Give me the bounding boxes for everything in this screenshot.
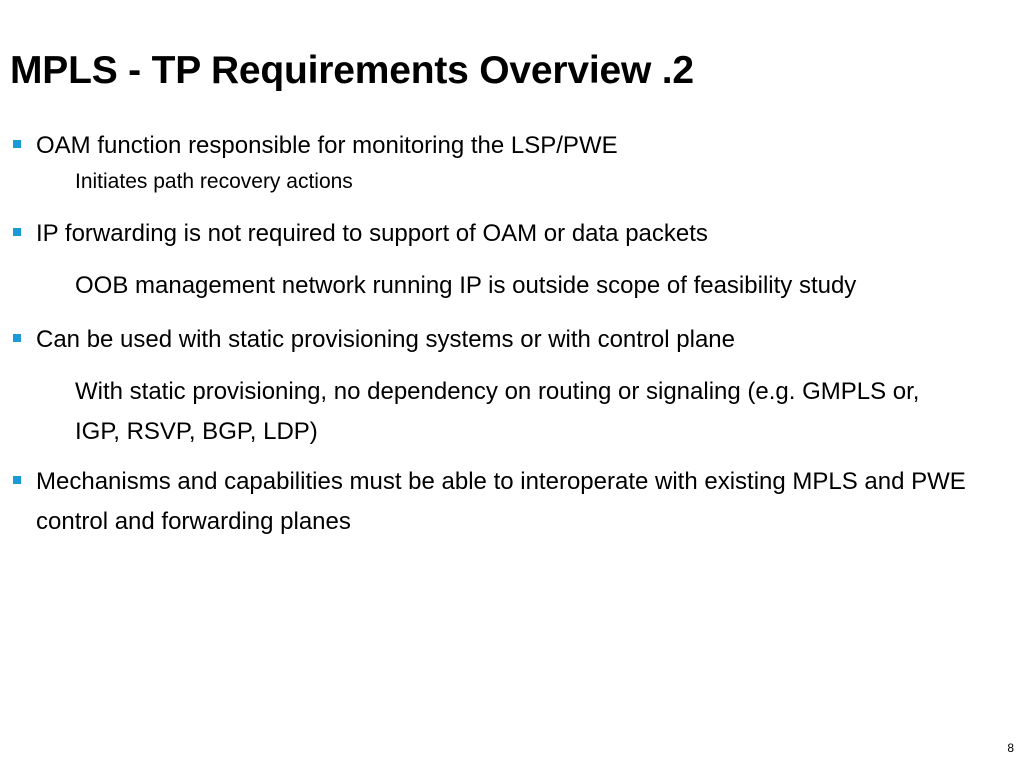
bullet-item-3 xyxy=(12,320,1020,452)
bullet-text: OAM function responsible for monitoring the LSP/PWE xyxy=(36,132,618,159)
bullet-marker xyxy=(13,476,21,484)
bullet-marker xyxy=(13,140,21,148)
bullet-marker xyxy=(13,228,21,236)
sub-bullet-text: OOB management network running IP is outside scope of feasibility study xyxy=(75,272,857,299)
bullet-text: IP forwarding is not required to support of OAM or data packets xyxy=(36,220,708,247)
bullet-list xyxy=(12,126,1020,542)
page-number: 8 xyxy=(1007,741,1014,755)
slide-title: MPLS - TP Requirements Overview .2 xyxy=(10,49,694,92)
sub-bullet-text: With static provisioning, no dependency on routing or signaling (e.g. GMPLS or, IGP, RSVP, BGP, LDP) xyxy=(75,378,920,445)
bullet-item-4 xyxy=(12,462,1020,542)
bullet-marker xyxy=(13,334,21,342)
bullet-text: Mechanisms and capabilities must be able to interoperate with existing MPLS and PWE control and forwarding planes xyxy=(36,468,966,535)
bullet-item-1 xyxy=(12,126,1020,200)
bullet-text: Can be used with static provisioning systems or with control plane xyxy=(36,326,735,353)
sub-bullet-text: Initiates path recovery actions xyxy=(75,170,353,193)
bullet-item-2 xyxy=(12,214,1020,306)
